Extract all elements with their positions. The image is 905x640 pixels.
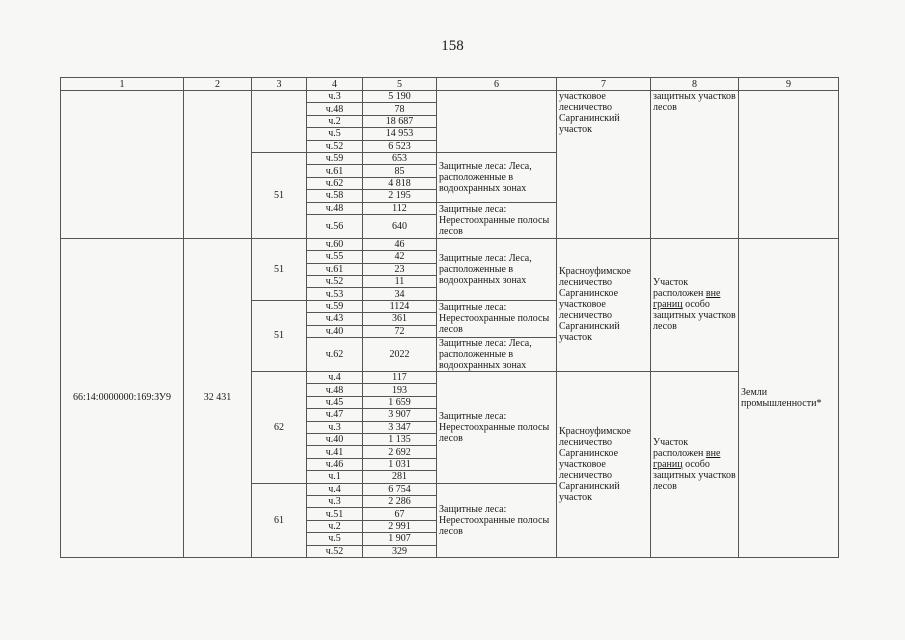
area-value-cell: 72 <box>363 325 437 337</box>
area-value-cell: 18 687 <box>363 115 437 127</box>
area-value-cell: 34 <box>363 288 437 300</box>
table-row <box>61 238 839 250</box>
area-value-cell: 2 286 <box>363 495 437 507</box>
land-plot-table <box>60 77 839 558</box>
kvartal-cell: 51 <box>252 238 307 300</box>
area-value-cell: 42 <box>363 251 437 263</box>
vydel-cell: ч.2 <box>307 520 363 532</box>
vydel-cell: ч.59 <box>307 300 363 312</box>
vydel-cell: ч.59 <box>307 152 363 164</box>
table-row <box>61 78 839 91</box>
kvartal-cell: 62 <box>252 372 307 484</box>
area-value-cell: 11 <box>363 276 437 288</box>
vydel-cell: ч.58 <box>307 190 363 202</box>
area-value-cell: 6 523 <box>363 140 437 152</box>
area-value-cell: 1 135 <box>363 433 437 445</box>
area-value-cell: 1124 <box>363 300 437 312</box>
vydel-cell: ч.46 <box>307 458 363 470</box>
status-cell: защитных участков лесов <box>651 91 739 239</box>
vydel-cell: ч.48 <box>307 202 363 214</box>
purpose-cell: Защитные леса: Нерестоохранные полосы лесов <box>437 300 557 337</box>
area-value-cell: 2022 <box>363 338 437 372</box>
area-value-cell: 329 <box>363 545 437 557</box>
column-header: 3 <box>252 78 307 91</box>
column-header: 9 <box>739 78 839 91</box>
vydel-cell: ч.53 <box>307 288 363 300</box>
purpose-cell <box>437 91 557 153</box>
vydel-cell: ч.40 <box>307 433 363 445</box>
status-underlined: вне границ <box>653 288 721 311</box>
vydel-cell: ч.3 <box>307 91 363 103</box>
area-value-cell: 1 907 <box>363 533 437 545</box>
forestry-cell: Красноуфимское лесничество Сарганинское участковое лесничество Сарганинский участок <box>557 238 651 371</box>
kvartal-cell: 61 <box>252 483 307 557</box>
status-text: Участок расположен <box>653 277 706 300</box>
area-value-cell: 112 <box>363 202 437 214</box>
purpose-cell: Защитные леса: Леса, расположенные в водоохранных зонах <box>437 338 557 372</box>
column-header: 7 <box>557 78 651 91</box>
status-cell <box>651 238 739 371</box>
vydel-cell: ч.48 <box>307 384 363 396</box>
vydel-cell: ч.45 <box>307 396 363 408</box>
cadastral-number-cell: 66:14:0000000:169:ЗУ9 <box>61 238 184 557</box>
area-value-cell: 1 659 <box>363 396 437 408</box>
area-value-cell: 2 195 <box>363 190 437 202</box>
area-value-cell: 67 <box>363 508 437 520</box>
vydel-cell: ч.48 <box>307 103 363 115</box>
vydel-cell: ч.40 <box>307 325 363 337</box>
purpose-cell: Защитные леса: Нерестоохранные полосы лесов <box>437 483 557 557</box>
vydel-cell: ч.3 <box>307 495 363 507</box>
area-value-cell: 117 <box>363 372 437 384</box>
kvartal-cell: 51 <box>252 152 307 238</box>
status-text: особо защитных участков лесов <box>653 458 736 492</box>
vydel-cell: ч.52 <box>307 276 363 288</box>
area-value-cell: 2 692 <box>363 446 437 458</box>
vydel-cell: ч.52 <box>307 140 363 152</box>
vydel-cell: ч.61 <box>307 263 363 275</box>
land-category-cell: Земли промышленности* <box>739 238 839 557</box>
vydel-cell: ч.5 <box>307 533 363 545</box>
vydel-cell: ч.2 <box>307 115 363 127</box>
area-value-cell: 6 754 <box>363 483 437 495</box>
cadastral-cell <box>61 91 184 239</box>
purpose-cell: Защитные леса: Леса, расположенные в водоохранных зонах <box>437 238 557 300</box>
vydel-cell: ч.52 <box>307 545 363 557</box>
area-value-cell: 281 <box>363 471 437 483</box>
area-total-cell: 32 431 <box>184 238 252 557</box>
vydel-cell: ч.61 <box>307 165 363 177</box>
forestry-cell: участковое лесничество Сарганинский участок <box>557 91 651 239</box>
vydel-cell: ч.56 <box>307 214 363 238</box>
area-value-cell: 2 991 <box>363 520 437 532</box>
area-value-cell: 14 953 <box>363 128 437 140</box>
vydel-cell: ч.5 <box>307 128 363 140</box>
purpose-cell: Защитные леса: Леса, расположенные в водоохранных зонах <box>437 152 557 202</box>
area-value-cell: 3 907 <box>363 409 437 421</box>
column-header: 5 <box>363 78 437 91</box>
area-value-cell: 193 <box>363 384 437 396</box>
purpose-cell: Защитные леса: Нерестоохранные полосы лесов <box>437 202 557 238</box>
status-cell <box>651 372 739 558</box>
column-header: 1 <box>61 78 184 91</box>
category-cell <box>739 91 839 239</box>
area-value-cell: 640 <box>363 214 437 238</box>
column-header: 6 <box>437 78 557 91</box>
vydel-cell: ч.62 <box>307 338 363 372</box>
kvartal-cell <box>252 91 307 153</box>
column-header: 2 <box>184 78 252 91</box>
area-value-cell: 653 <box>363 152 437 164</box>
vydel-cell: ч.3 <box>307 421 363 433</box>
vydel-cell: ч.51 <box>307 508 363 520</box>
vydel-cell: ч.4 <box>307 372 363 384</box>
area-value-cell: 85 <box>363 165 437 177</box>
area-cell <box>184 91 252 239</box>
vydel-cell: ч.43 <box>307 313 363 325</box>
area-value-cell: 1 031 <box>363 458 437 470</box>
status-text: Участок расположен <box>653 436 706 459</box>
area-value-cell: 4 818 <box>363 177 437 189</box>
kvartal-cell: 51 <box>252 300 307 371</box>
status-underlined: вне границ <box>653 447 721 470</box>
forestry-cell: Красноуфимское лесничество Сарганинское участковое лесничество Сарганинский участок <box>557 372 651 558</box>
page-number: 158 <box>441 38 464 54</box>
vydel-cell: ч.47 <box>307 409 363 421</box>
area-value-cell: 23 <box>363 263 437 275</box>
area-value-cell: 361 <box>363 313 437 325</box>
vydel-cell: ч.60 <box>307 238 363 250</box>
area-value-cell: 78 <box>363 103 437 115</box>
area-value-cell: 46 <box>363 238 437 250</box>
vydel-cell: ч.41 <box>307 446 363 458</box>
area-value-cell: 5 190 <box>363 91 437 103</box>
vydel-cell: ч.4 <box>307 483 363 495</box>
status-text: особо защитных участков лесов <box>653 299 736 333</box>
vydel-cell: ч.55 <box>307 251 363 263</box>
vydel-cell: ч.62 <box>307 177 363 189</box>
area-value-cell: 3 347 <box>363 421 437 433</box>
column-header: 8 <box>651 78 739 91</box>
table-row <box>61 91 839 103</box>
vydel-cell: ч.1 <box>307 471 363 483</box>
purpose-cell: Защитные леса: Нерестоохранные полосы лесов <box>437 372 557 484</box>
column-header: 4 <box>307 78 363 91</box>
